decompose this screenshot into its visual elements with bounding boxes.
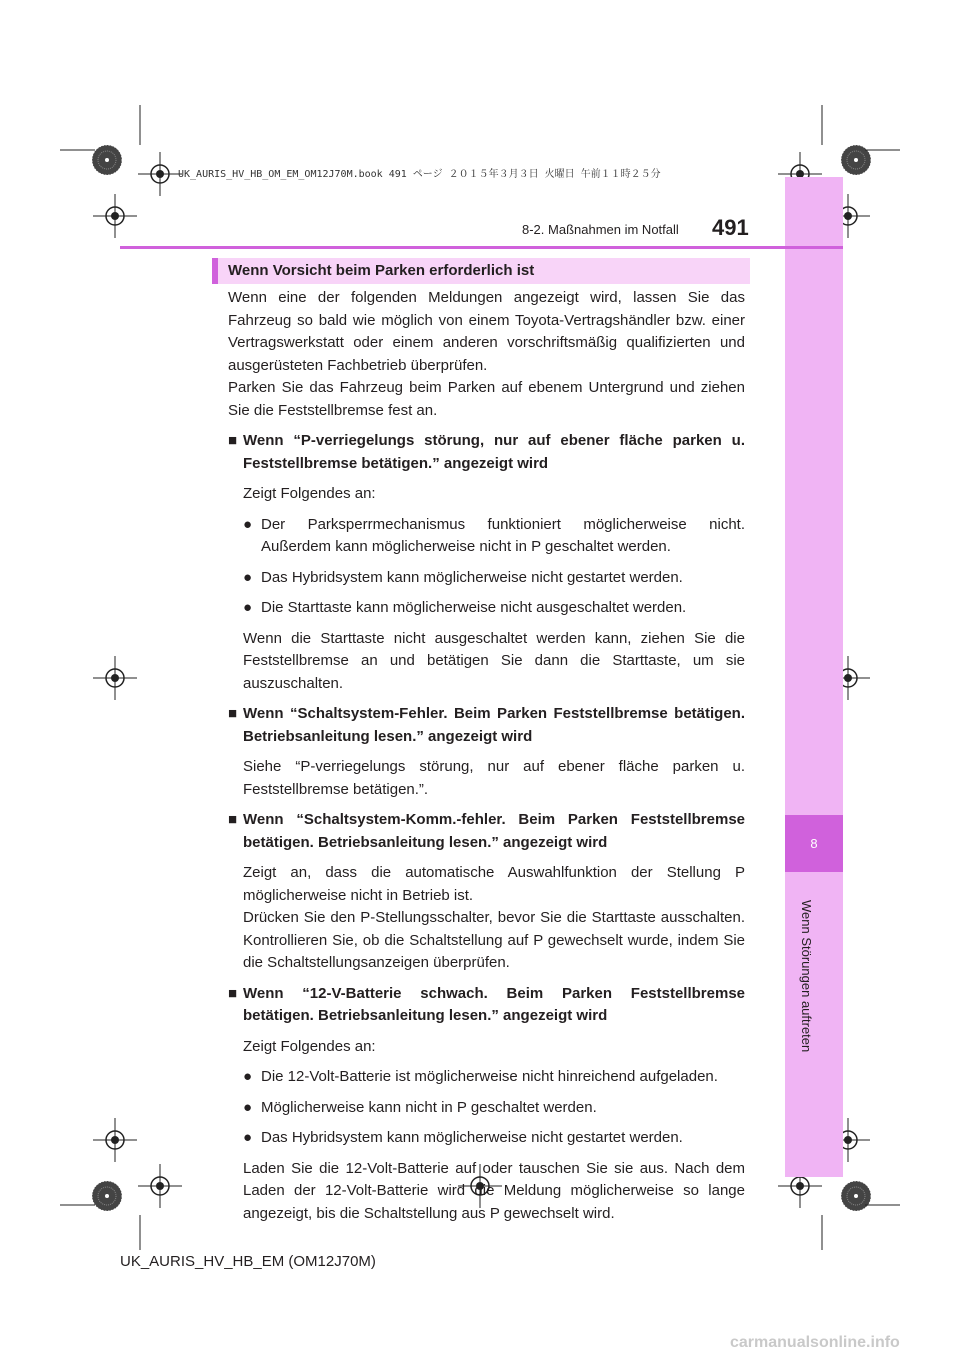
square-marker-icon: ■ (228, 432, 238, 449)
list-item: ● Möglicherweise kann nicht in P geschaltet werden. (228, 1097, 745, 1120)
list-item: ● Der Parksperrmechanismus funktioniert möglicherweise nicht. Außerdem kann möglicherweise nicht in P geschaltet werden. (243, 515, 745, 555)
intro-paragraph-2: Parken Sie das Fahrzeug beim Parken auf ebenem Untergrund und ziehen Sie die Feststellbremse fest an. (228, 379, 745, 419)
section-heading-1: ■ Wenn “P-verriegelungs störung, nur auf ebener fläche parken u. Feststellbremse betätigen.” angezeigt wird (228, 432, 745, 472)
chapter-side-tab (785, 177, 843, 1177)
header-rule (120, 246, 843, 249)
list-item: ● Das Hybridsystem kann möglicherweise nicht gestartet werden. (228, 1127, 745, 1150)
section-heading-3: ■ Wenn “Schaltsystem-Komm.-fehler. Beim Parken Feststellbremse betätigen. Betriebsanleitung lesen.” angezeigt wird (228, 811, 745, 851)
section-3-text-2: Drücken Sie den P-Stellungsschalter, bevor Sie die Starttaste ausschalten. Kontrollieren Sie, ob die Schaltstellung auf P gewechselt wurde, indem Sie die Schaltstellungsanzeigen überprüfen. (243, 909, 745, 971)
bullet-icon: ● (243, 1068, 253, 1085)
book-info-line: UK_AURIS_HV_HB_OM_EM_OM12J70M.book 491 ページ ２０１５年３月３日 火曜日 午前１１時２５分 (178, 169, 661, 180)
page-number: 491 (712, 215, 749, 240)
section-1-lead: Zeigt Folgendes an: (243, 485, 376, 502)
bullet-icon: ● (243, 1129, 253, 1146)
footer-code: UK_AURIS_HV_HB_EM (OM12J70M) (120, 1253, 376, 1270)
chapter-number: 8 (785, 815, 843, 872)
section-heading-2: ■ Wenn “Schaltsystem-Fehler. Beim Parken Feststellbremse betätigen. Betriebsanleitung lesen.” angezeigt wird (228, 705, 745, 745)
square-marker-icon: ■ (228, 811, 238, 828)
bullet-icon: ● (243, 568, 253, 586)
square-marker-icon: ■ (228, 705, 238, 722)
section-1-after: Wenn die Starttaste nicht ausgeschaltet werden kann, ziehen Sie die Feststellbremse an und betätigen Sie dann die Starttaste, um sie auszuschalten. (243, 629, 745, 692)
body-content (228, 287, 745, 1225)
list-item: ● Das Hybridsystem kann möglicherweise nicht gestartet werden. (228, 567, 745, 590)
intro-paragraph-1: Wenn eine der folgenden Meldungen angezeigt wird, lassen Sie das Fahrzeug so bald wie möglich von einem Toyota-Vertragshändler bzw. einer Vertragswerkstatt oder einem anderen vorschriftsmäßig qualifizierten und ausgerüsteten Fachbetrieb überprüfen. (228, 289, 745, 374)
bullet-icon: ● (243, 1098, 253, 1116)
section-4-after: Laden Sie die 12-Volt-Batterie auf oder tauschen Sie sie aus. Nach dem Laden der 12-Volt-Batterie wird die Meldung möglicherweise so lange angezeigt, bis die Schaltstellung aus P gewechselt wird. (243, 1159, 745, 1222)
chapter-label: Wenn Störungen auftreten (799, 900, 814, 1053)
list-item: ● Die Starttaste kann möglicherweise nicht ausgeschaltet werden. (228, 597, 745, 620)
section-title: 8-2. Maßnahmen im Notfall (522, 222, 679, 237)
bullet-icon: ● (243, 515, 253, 533)
topic-banner (212, 258, 750, 284)
list-item: ● Die 12-Volt-Batterie ist möglicherweise nicht hinreichend aufgeladen. (228, 1066, 745, 1089)
section-2-text: Siehe “P-verriegelungs störung, nur auf ebener fläche parken u. Feststellbremse betätigen.”. (243, 758, 745, 798)
section-3-text-1: Zeigt an, dass die automatische Auswahlfunktion der Stellung P möglicherweise nicht in Betrieb ist. (243, 864, 745, 904)
square-marker-icon: ■ (228, 984, 238, 1002)
section-4-lead: Zeigt Folgendes an: (243, 1037, 376, 1055)
section-heading-4: ■ Wenn “12-V-Batterie schwach. Beim Parken Feststellbremse betätigen. Betriebsanleitung lesen.” angezeigt wird (228, 984, 745, 1024)
watermark: carmanualsonline.info (730, 1334, 900, 1351)
banner-title: Wenn Vorsicht beim Parken erforderlich ist (228, 262, 535, 279)
bullet-icon: ● (243, 599, 253, 616)
